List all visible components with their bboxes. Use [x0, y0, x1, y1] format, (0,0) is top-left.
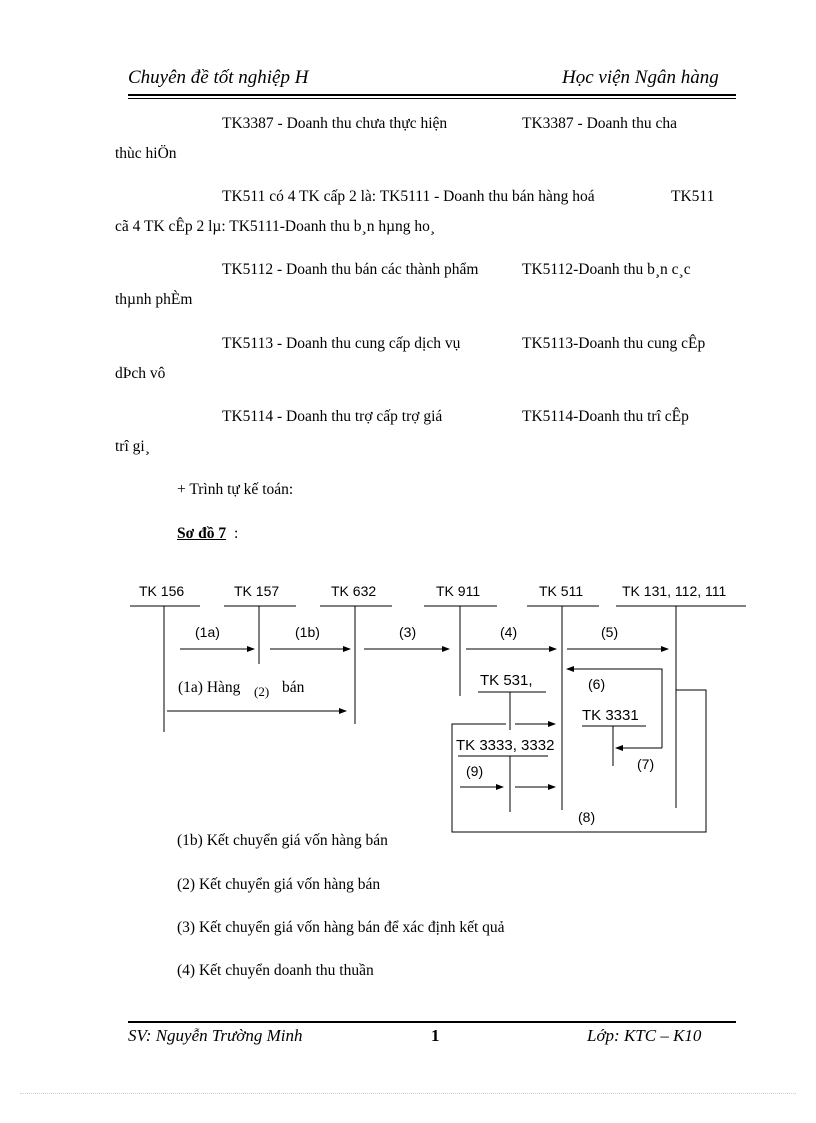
legend-item: (2) Kết chuyển giá vốn hàng bán — [177, 876, 381, 893]
step-3: (3) — [399, 624, 417, 640]
procedure-heading: + Trình tự kế toán: — [177, 481, 294, 498]
footer-rule — [128, 1021, 736, 1023]
step-4: (4) — [500, 624, 518, 640]
para-1-cont: thùc hiÖn — [115, 145, 177, 162]
step-9: (9) — [466, 763, 484, 779]
header-rule-thick — [128, 94, 736, 96]
para-2-cont: cã 4 TK cÊp 2 lµ: TK5111-Doanh thu b¸n hµng ho¸ — [115, 218, 436, 235]
step-2: (2) — [254, 684, 270, 699]
page-edge-divider — [20, 1093, 796, 1094]
para-1-right: TK3387 - Doanh thu cha — [522, 115, 677, 132]
header-right: Học viện Ngân hàng — [562, 67, 719, 88]
account-tk511: TK 511 — [539, 583, 584, 599]
para-2-left: TK511 có 4 TK cấp 2 là: TK5111 - Doanh thu bán hàng hoá — [222, 188, 595, 205]
header-rule-thin — [128, 98, 736, 99]
para-5-left: TK5114 - Doanh thu trợ cấp trợ giá — [222, 408, 443, 425]
sub-account-tk531: TK 531, — [480, 672, 533, 689]
para-3-cont: thµnh phÈm — [115, 291, 193, 308]
account-tk156: TK 156 — [139, 583, 185, 599]
page-number: 1 — [431, 1026, 440, 1045]
para-3-left: TK5112 - Doanh thu bán các thành phẩm — [222, 261, 479, 278]
account-tk157: TK 157 — [234, 583, 280, 599]
para-1-left: TK3387 - Doanh thu chưa thực hiện — [222, 115, 448, 132]
sub-account-tk3333: TK 3333, 3332 — [456, 737, 555, 754]
footer-left: SV: Nguyễn Trường Minh — [128, 1026, 303, 1045]
step-1b: (1b) — [295, 624, 320, 640]
step-5: (5) — [601, 624, 619, 640]
diagram-title-colon: : — [234, 525, 239, 542]
para-4-left: TK5113 - Doanh thu cung cấp dịch vụ — [222, 335, 461, 352]
account-tk911: TK 911 — [436, 583, 481, 599]
para-3-right: TK5112-Doanh thu b¸n c¸c — [522, 261, 691, 278]
step-8: (8) — [578, 809, 596, 825]
para-5-right: TK5114-Doanh thu trî cÊp — [522, 408, 689, 425]
diagram-note: (1a) Hàng — [178, 679, 241, 696]
legend-item: (4) Kết chuyển doanh thu thuần — [177, 962, 374, 979]
step-6: (6) — [588, 676, 606, 692]
para-4-cont: dÞch vô — [115, 365, 166, 382]
diagram-note-suffix: bán — [282, 679, 305, 696]
footer-right: Lớp: KTC – K10 — [587, 1026, 702, 1045]
sub-account-tk3331: TK 3331 — [582, 707, 639, 724]
para-4-right: TK5113-Doanh thu cung cÊp — [522, 335, 706, 352]
account-tk632: TK 632 — [331, 583, 377, 599]
legend-item: (3) Kết chuyển giá vốn hàng bán để xác định kết quả — [177, 919, 505, 936]
account-tk131: TK 131, 112, 111 — [622, 583, 727, 599]
para-5-cont: trî gi¸ — [115, 438, 150, 455]
legend-item: (1b) Kết chuyển giá vốn hàng bán — [177, 832, 388, 849]
header-left: Chuyên đề tốt nghiệp H — [128, 67, 309, 88]
para-2-right: TK511 — [671, 188, 715, 205]
step-1a: (1a) — [195, 624, 220, 640]
diagram-title: Sơ đồ 7 — [177, 525, 227, 542]
step-7: (7) — [637, 756, 655, 772]
